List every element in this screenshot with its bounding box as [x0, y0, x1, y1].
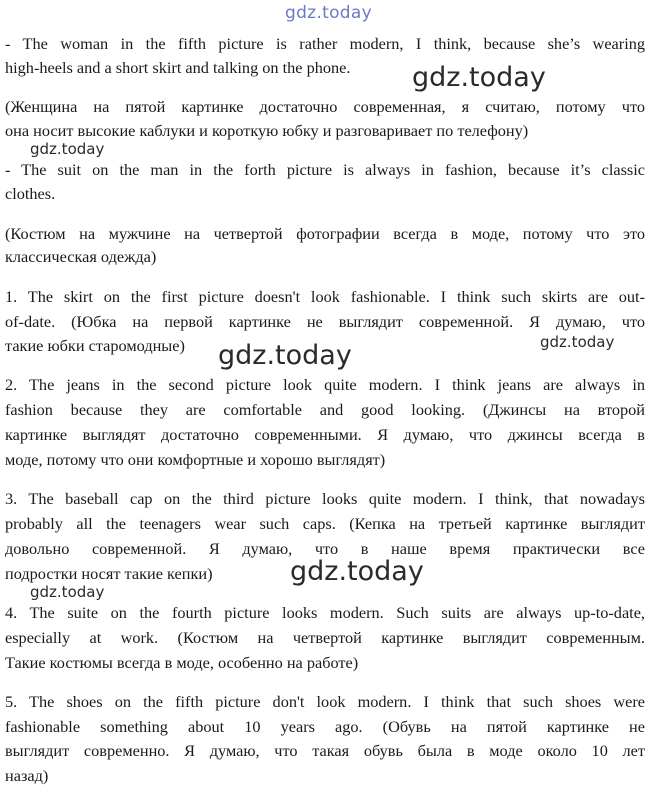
text-line: - The woman in the fifth picture is rather modern, I think, because she’s wearing	[5, 34, 645, 53]
text-line: 3. The baseball cap on the third picture looks quite modern. I think, that nowadays	[5, 489, 645, 508]
text-line: моде, потому что они комфортные и хорошо выглядят)	[5, 450, 386, 469]
text-line: 1. The skirt on the first picture doesn't look fashionable. I think such skirts are out-	[5, 287, 645, 306]
text-line: картинке выглядят достаточно современными. Я думаю, что джинсы всегда в	[5, 425, 645, 444]
text-line: (Костюм на мужчине на четвертой фотографии всегда в моде, потому что это	[5, 224, 645, 243]
watermark: gdz.today	[412, 62, 546, 93]
watermark: gdz.today	[218, 340, 352, 371]
watermark: gdz.today	[30, 583, 105, 601]
watermark: gdz.today	[540, 333, 615, 351]
watermark: gdz.today	[290, 556, 424, 587]
text-line: especially at work. (Костюм на четвертой картинке выглядит современным.	[5, 628, 645, 647]
text-line: выглядит современно. Я думаю, что такая обувь была в моде около 10 лет	[5, 741, 645, 760]
text-line: fashionable something about 10 years ago. (Обувь на пятой картинке не	[5, 717, 645, 736]
text-line: high-heels and a short skirt and talking on the phone.	[5, 58, 351, 77]
watermark: gdz.today	[30, 140, 105, 158]
text-line: probably all the teenagers wear such caps. (Кепка на третьей картинке выглядит	[5, 514, 645, 533]
text-line: (Женщина на пятой картинке достаточно современная, я считаю, потому что	[5, 97, 645, 116]
text-line: fashion because they are comfortable and good looking. (Джинсы на второй	[5, 400, 645, 419]
text-line: она носит высокие каблуки и короткую юбку и разговаривает по телефону)	[5, 121, 529, 140]
text-line: 2. The jeans in the second picture look quite modern. I think jeans are always in	[5, 375, 645, 394]
text-line: классическая одежда)	[5, 247, 157, 266]
text-line: clothes.	[5, 184, 56, 203]
text-line: назад)	[5, 766, 49, 785]
text-line: of-date. (Юбка на первой картинке не выглядит современной. Я думаю, что	[5, 312, 645, 331]
text-line: довольно современной. Я думаю, что в наше время практически все	[5, 539, 645, 558]
text-line: подростки носят такие кепки)	[5, 564, 213, 583]
text-line: Такие костюмы всегда в моде, особенно на работе)	[5, 653, 359, 672]
text-line: 4. The suite on the fourth picture looks modern. Such suits are always up-to-date,	[5, 603, 645, 622]
text-line: - The suit on the man in the forth picture is always in fashion, because it’s classic	[5, 160, 645, 179]
watermark-top: gdz.today	[285, 3, 372, 23]
text-line: такие юбки старомодные)	[5, 336, 185, 355]
text-line: 5. The shoes on the fifth picture don't look modern. I think that such shoes were	[5, 692, 645, 711]
